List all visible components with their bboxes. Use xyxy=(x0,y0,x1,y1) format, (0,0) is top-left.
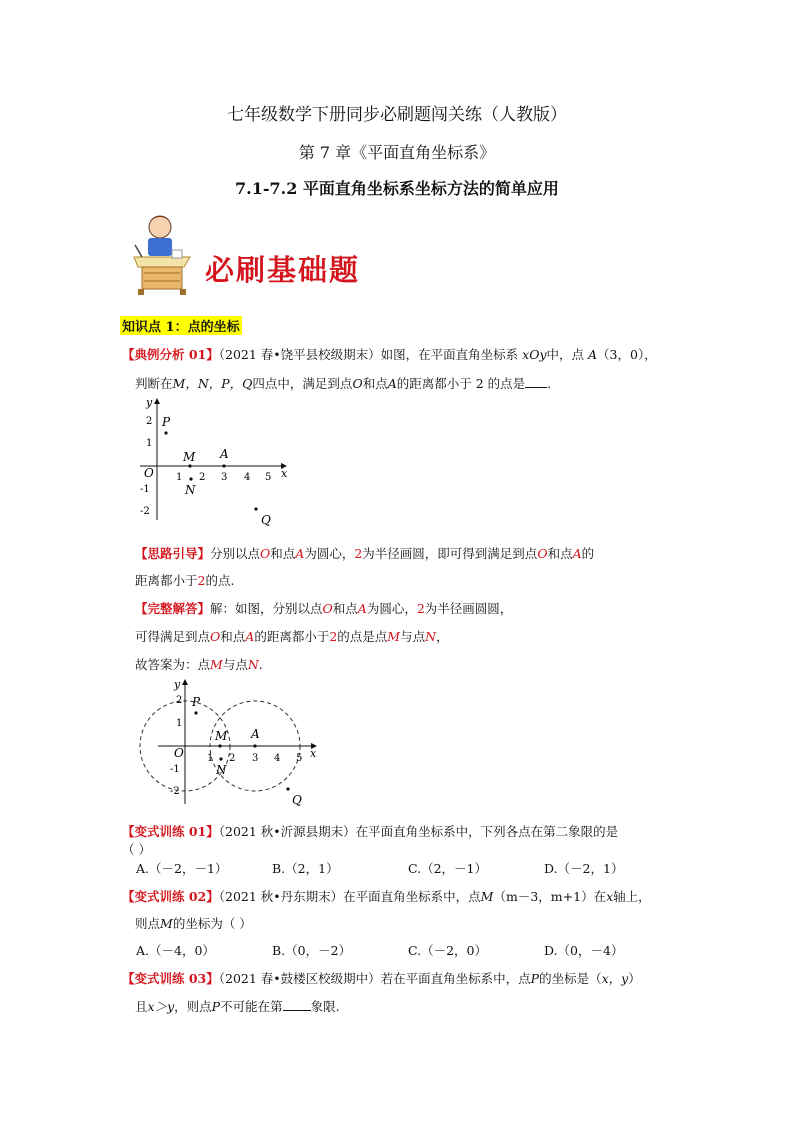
x-tick: 1 xyxy=(207,753,214,764)
exercise-1-option-d[interactable]: D.（－2，1） xyxy=(544,861,624,876)
hint-line-2: 距离都小于2的点. xyxy=(135,573,235,588)
knowledge-point-heading: 知识点 1：点的坐标 xyxy=(120,316,242,335)
answer-line-2: 可得满足到点O和点A的距离都小于2的点是点M与点N， xyxy=(135,629,449,644)
exercise-2-option-c[interactable]: C.（－2，0） xyxy=(408,943,487,958)
banner-title: 必刷基础题 xyxy=(205,253,361,287)
example-line-2: 判断在M，N，P，Q四点中，满足到点O和点A的距离都小于 2 的点是 . xyxy=(135,376,552,391)
exercise-1-option-c[interactable]: C.（2，－1） xyxy=(408,861,487,876)
x-tick: 3 xyxy=(252,753,259,764)
exercise-2-line-2: 则点M的坐标为（ ） xyxy=(135,916,252,931)
x-tick: 5 xyxy=(296,753,303,764)
x-axis-label: x xyxy=(281,467,288,480)
label-N: N xyxy=(185,483,196,497)
label-Q: Q xyxy=(261,513,271,527)
label-Q: Q xyxy=(292,793,302,807)
exercise-2-line-1: 【变式训练 02】（2021 秋•丹东期末）在平面直角坐标系中，点M（m－3，m+1）在x轴上， xyxy=(122,889,651,904)
x-tick: 2 xyxy=(229,753,236,764)
y-tick: -2 xyxy=(140,506,150,517)
point-M xyxy=(218,744,221,747)
exercise-2-option-a[interactable]: A.（－4，0） xyxy=(136,943,215,958)
origin-label-2: O xyxy=(174,746,184,760)
answer-line-3: 故答案为：点M与点N. xyxy=(135,657,263,672)
label-P: P xyxy=(192,695,201,709)
y-tick: 2 xyxy=(176,695,183,706)
exercise-2-option-d[interactable]: D.（0，－4） xyxy=(544,943,624,958)
x-tick: 5 xyxy=(265,472,272,483)
point-A xyxy=(253,744,256,747)
answer-blank[interactable] xyxy=(525,375,547,388)
point-P xyxy=(164,431,167,434)
point-A xyxy=(222,464,225,467)
point-N xyxy=(219,757,222,760)
y-tick: -1 xyxy=(140,484,150,495)
exercise-3-tag: 【变式训练 03】 xyxy=(122,971,219,986)
y-tick: -2 xyxy=(170,786,180,797)
label-M: M xyxy=(215,729,228,743)
exercise-3-blank[interactable] xyxy=(283,998,311,1011)
coordinate-graph-2 xyxy=(138,676,323,810)
point-Q xyxy=(286,787,289,790)
label-M: M xyxy=(183,450,196,464)
section-title: 7.1-7.2 平面直角坐标系坐标方法的简单应用 xyxy=(235,179,559,198)
point-P xyxy=(194,711,197,714)
point-M xyxy=(188,464,191,467)
label-P: P xyxy=(162,415,171,429)
exercise-3-line-1: 【变式训练 03】（2021 春•鼓楼区校级期中）若在平面直角坐标系中，点P的坐标是（x，y） xyxy=(122,971,641,986)
x-axis-label-2: x xyxy=(310,747,317,760)
example-line-1: 【典例分析 01】（2021 春•饶平县校级期末）如图，在平面直角坐标系 xOy中，点 A（3，0）， xyxy=(122,347,657,362)
point-N xyxy=(189,477,192,480)
x-tick: 4 xyxy=(274,753,281,764)
y-tick: -1 xyxy=(170,764,180,775)
exercise-2-tag: 【变式训练 02】 xyxy=(122,889,219,904)
y-tick: 1 xyxy=(176,718,183,729)
label-N: N xyxy=(216,763,227,777)
origin-label: O xyxy=(144,466,154,480)
exercise-1-tag: 【变式训练 01】 xyxy=(122,824,219,839)
y-axis-label: y xyxy=(146,396,153,409)
x-tick: 3 xyxy=(221,472,228,483)
x-tick: 1 xyxy=(176,472,183,483)
x-tick: 4 xyxy=(244,472,251,483)
exercise-1-paren[interactable]: （ ） xyxy=(122,842,151,857)
example-tag: 【典例分析 01】 xyxy=(122,347,219,362)
hint-tag: 【思路引导】 xyxy=(135,546,211,561)
label-A: A xyxy=(251,727,260,741)
y-tick: 1 xyxy=(146,438,153,449)
exercise-2-option-b[interactable]: B.（0，－2） xyxy=(272,943,352,958)
answer-tag: 【完整解答】 xyxy=(135,601,211,616)
exercise-1-line-1: 【变式训练 01】（2021 秋•沂源县期末）在平面直角坐标系中，下列各点在第二象限的是 xyxy=(122,824,619,839)
hint-line-1: 【思路引导】分别以点O和点A为圆心，2为半径画圆，即可得到满足到点O和点A的 xyxy=(135,546,595,561)
point-Q xyxy=(254,507,257,510)
exercise-1-option-a[interactable]: A.（－2，－1） xyxy=(136,861,228,876)
y-axis-label-2: y xyxy=(174,678,181,691)
exercise-3-line-2: 且x＞y，则点P不可能在第 象限. xyxy=(135,999,340,1014)
y-tick: 2 xyxy=(146,416,153,427)
exercise-1-option-b[interactable]: B.（2，1） xyxy=(272,861,339,876)
student-desk-illustration xyxy=(130,205,210,297)
answer-line-1: 【完整解答】解：如图，分别以点O和点A为圆心，2为半径画圆圆， xyxy=(135,601,513,616)
document-title: 七年级数学下册同步必刷题闯关练（人教版） xyxy=(227,105,567,125)
chapter-title: 第 7 章《平面直角坐标系》 xyxy=(298,143,496,162)
label-A: A xyxy=(220,447,229,461)
coordinate-graph-1 xyxy=(140,395,300,530)
x-tick: 2 xyxy=(199,472,206,483)
